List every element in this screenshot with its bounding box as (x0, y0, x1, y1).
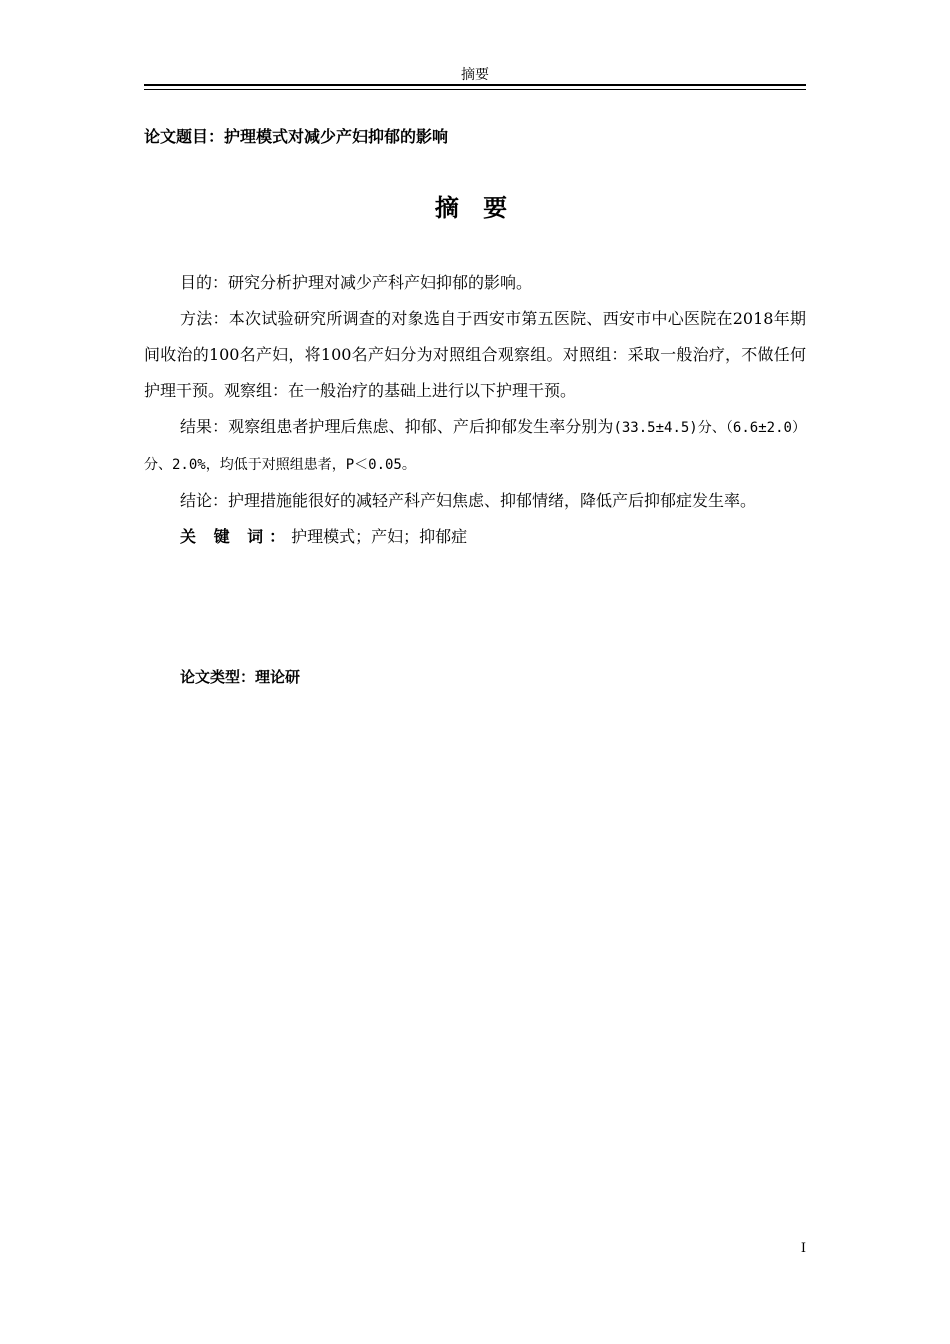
keywords-text: 护理模式；产妇；抑郁症 (291, 527, 468, 546)
abstract-result-text: 结果：观察组患者护理后焦虑、抑郁、产后抑郁发生率分别为 (180, 417, 614, 436)
header-rule (144, 84, 806, 90)
abstract-result (144, 409, 806, 483)
abstract-heading: 摘 要 (434, 194, 516, 222)
thesis-title: 论文题目：护理模式对减少产妇抑郁的影响 (144, 127, 449, 146)
abstract-conclusion: 结论：护理措施能很好的减轻产科产妇焦虑、抑郁情绪，降低产后抑郁症发生率。 (180, 491, 757, 510)
abstract-body (144, 265, 806, 555)
abstract-purpose: 目的：研究分析护理对减少产科产妇抑郁的影响。 (180, 273, 533, 292)
abstract-method: 方法：本次试验研究所调查的对象选自于西安市第五医院、西安市中心医院在2018年期间收治的100名产妇，将100名产妇分为对照组合观察组。对照组：采取一般治疗，不做任何护理干预。观察组：在一般治疗的基础上进行以下护理干预。 (144, 309, 806, 400)
abstract-result-values: (33.5±4.5)分、（6.6±2.0）分、2.0%，均低于对照组患者，P＜0.05。 (144, 420, 806, 473)
abstract-keywords (144, 519, 806, 555)
thesis-type: 论文类型：理论研 (180, 668, 301, 686)
keywords-label: 关 键 词： (180, 527, 292, 546)
page-number: I (800, 1241, 806, 1256)
page-header: 摘要 (461, 67, 489, 83)
